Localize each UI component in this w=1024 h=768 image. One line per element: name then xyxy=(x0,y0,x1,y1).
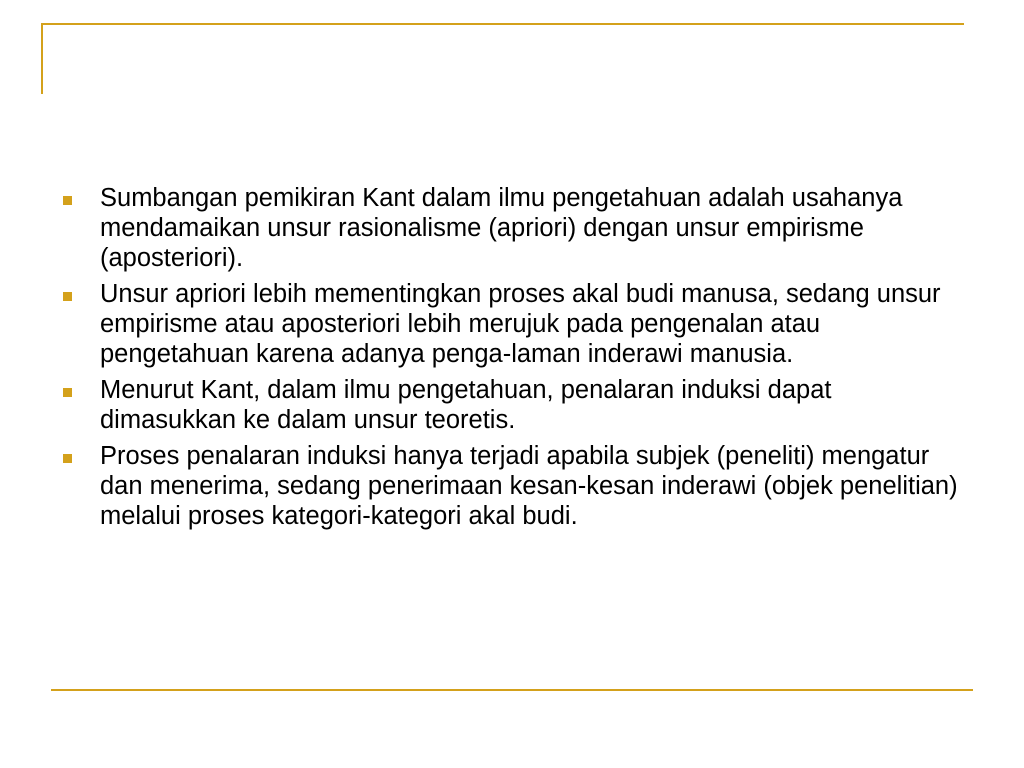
square-bullet-icon xyxy=(63,292,72,301)
square-bullet-icon xyxy=(63,196,72,205)
slide-frame-top-line xyxy=(41,23,964,25)
bullet-text: Unsur apriori lebih mementingkan proses akal budi manusa, sedang unsur empirisme atau aposteriori lebih merujuk pada pengenalan atau pengetahuan karena adanya penga-laman inderawi manusia. xyxy=(100,280,941,368)
bullet-text: Menurut Kant, dalam ilmu pengetahuan, penalaran induksi dapat dimasukkan ke dalam unsur teoretis. xyxy=(100,376,832,434)
bullet-item xyxy=(60,441,970,531)
square-bullet-icon xyxy=(63,388,72,397)
slide-frame-bottom-line xyxy=(51,689,973,691)
slide-frame-left-line xyxy=(41,23,43,94)
bullet-item xyxy=(60,375,970,435)
bullet-text: Proses penalaran induksi hanya terjadi apabila subjek (peneliti) mengatur dan menerima, sedang penerimaan kesan-kesan inderawi (objek penelitian) melalui proses kategori-kategori akal budi. xyxy=(100,442,958,530)
bullet-item xyxy=(60,183,970,273)
square-bullet-icon xyxy=(63,454,72,463)
bullet-list xyxy=(60,183,970,537)
bullet-text: Sumbangan pemikiran Kant dalam ilmu pengetahuan adalah usahanya mendamaikan unsur rasionalisme (apriori) dengan unsur empirisme (aposteriori). xyxy=(100,184,903,272)
bullet-item xyxy=(60,279,970,369)
